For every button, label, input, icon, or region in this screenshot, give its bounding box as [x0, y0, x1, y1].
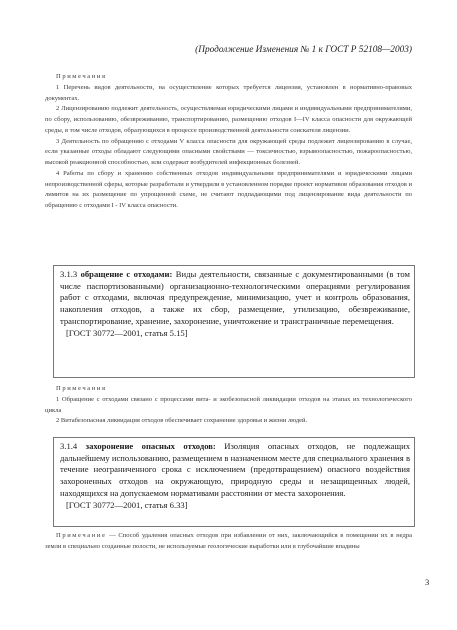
notes-block-1 [45, 72, 412, 212]
bottom-note [45, 531, 412, 553]
note-item: 1 Обращение с отходами связано с процессами вита- и экобезопасной ликвидации отходов на этапах их технологического цикла [45, 395, 412, 414]
definition-term: обращение с отходами: [80, 269, 173, 279]
notes-block-2 [45, 384, 412, 427]
bottom-note-lead: Примечание [56, 532, 107, 539]
bottom-note-text: — Способ удаления опасных отходов при избавлении от них, заключающийся в помещении их в недра земли в специально созданные полости, не используемые геологические выработки или в глубочайшие впадины [45, 532, 412, 550]
note-item: 1 Перечень видов деятельности, на осуществление которых требуется лицензия, установлен в нормативно-правовых документах. [45, 83, 412, 102]
definition-number: 3.1.3 [60, 269, 78, 279]
notes-title: Примечания [56, 385, 107, 392]
definition-reference: [ГОСТ 30772—2001, статья 5.15] [66, 327, 188, 338]
definition-text: Виды деятельности, связанные с документированными (в том числе паспортизованными) организационно-технологическими операциями регулирования работ с отходами, включая предупреждение, минимизацию, учет и контроль образования, накопления отходов, а также их сбор, размещение, утилизацию, обезвреживание, транспортирование, хранение, захоронение, уничтожение и трансграничные перемещения. [60, 269, 410, 326]
definition-text: Изоляция опасных отходов, не подлежащих дальнейшему использованию, размещением в назначенном месте для специального хранения в течение неограниченного срока с исключением (предотвращением) опасного воздействия захороненных отходов на окружающую, природную среды и незащищенных людей, находящихся на допускаемом нормативами расстоянии от места захоронения. [60, 441, 410, 498]
definition-box-3-1-3 [53, 265, 415, 378]
note-item: 2 Витабезопасная ликвидация отходов обеспечивает сохранение здоровья и жизни людей. [56, 417, 308, 425]
note-item: 4 Работы по сбору и хранению собственных отходов индивидуальными предпринимателями и юридическими лицами непроизводственной сферы, которые разработали и утвердили в установленном порядке проект нормативов образования отходов и лимитов на их размещение по упрощенной схеме, не считают подпадающими под лицензирование вида деятельности по обращению с отходами I - IV класса опасности. [45, 169, 412, 209]
note-item: 3 Деятельность по обращению с отходами V класса опасности для окружающей среды подлежит лицензированию в случае, если указанные отходы обладают следующими опасными свойствами — токсичностью, взрывоопасностью, пожароопасностью, высокой реакционной способностью, или содержат возбудителей инфекционных болезней. [45, 137, 412, 166]
definition-reference: [ГОСТ 30772—2001, статья 6.33] [66, 499, 188, 510]
page-number: 3 [425, 577, 430, 587]
notes-title: Примечания [56, 73, 107, 80]
definition-number: 3.1.4 [60, 441, 78, 451]
note-item: 2 Лицензированию подлежит деятельность, осуществляемая юридическими лицами и индивидуальными предпринимателями, по сбору, использованию, обезвреживанию, транспортированию, размещению отходов I—IV класса опасности для окружающей среды, в том числе отходов, образующихся в процессе производственной деятельности соискателя лицензии. [45, 105, 412, 134]
definition-box-3-1-4 [53, 437, 415, 527]
page-header: (Продолжение Изменения № 1 к ГОСТ Р 52108—2003) [195, 45, 412, 55]
definition-term: захоронение опасных отходов: [85, 441, 216, 451]
